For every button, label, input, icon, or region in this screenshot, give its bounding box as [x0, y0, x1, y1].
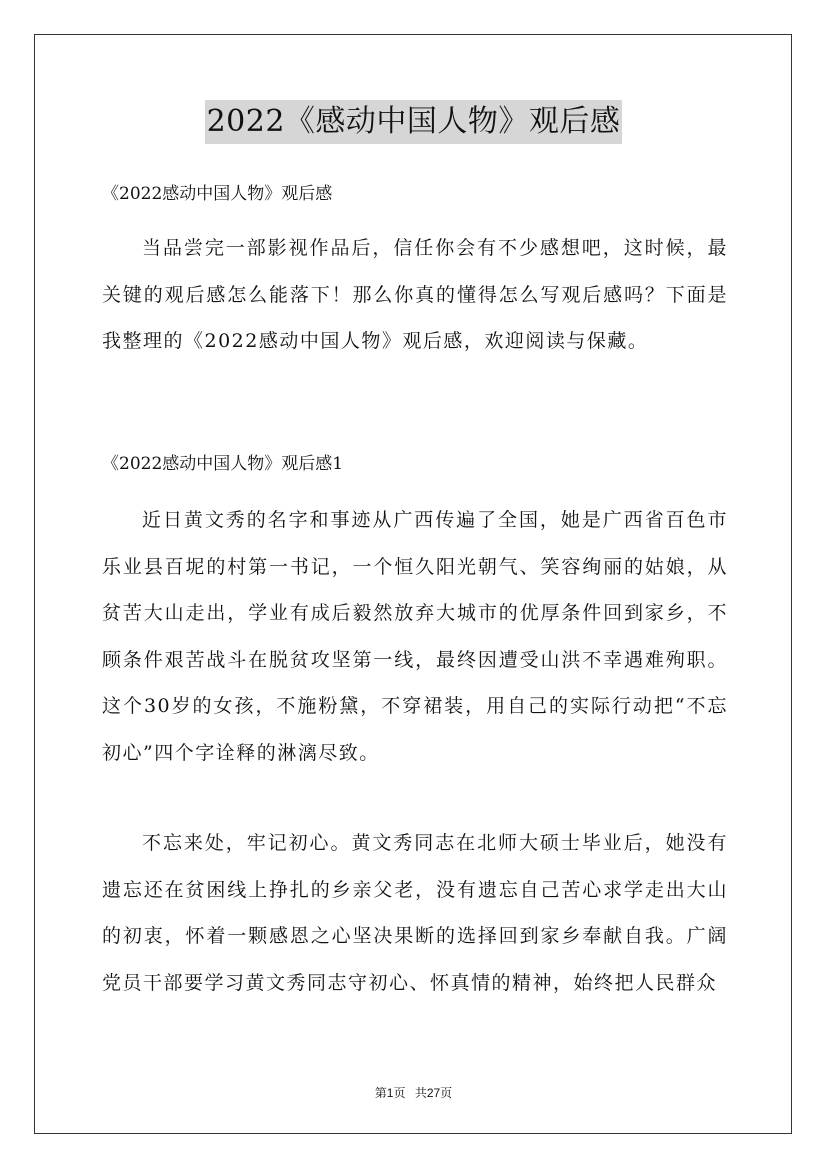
title-container — [0, 100, 827, 144]
page-footer — [0, 1085, 827, 1101]
document-subtitle: 《2022感动中国人物》观后感 — [102, 184, 333, 204]
page-number: 第1页 — [374, 1086, 406, 1100]
intro-paragraph: 当品尝完一部影视作品后，信任你会有不少感想吧，这时候，最关键的观后感怎么能落下！那么你真的懂得怎么写观后感吗？下面是我整理的《2022感动中国人物》观后感，欢迎阅读与保藏。 — [102, 237, 728, 353]
page-total: 共27页 — [414, 1086, 453, 1100]
body-paragraph: 不忘来处，牢记初心。黄文秀同志在北师大硕士毕业后，她没有遗忘还在贫困线上挣扎的乡亲父老，没有遗忘自己苦心求学走出大山的初衷，怀着一颗感恩之心坚决果断的选择回到家乡奉献自我。广阔党员干部要学习黄文秀同志守初心、怀真情的精神，始终把人民群众 — [102, 832, 728, 994]
section-heading: 《2022感动中国人物》观后感1 — [102, 454, 344, 474]
body-paragraph: 近日黄文秀的名字和事迹从广西传遍了全国，她是广西省百色市乐业县百坭的村第一书记，一个恒久阳光朝气、笑容绚丽的姑娘，从贫苦大山走出，学业有成后毅然放弃大城市的优厚条件回到家乡，不顾条件艰苦战斗在脱贫攻坚第一线，最终因遭受山洪不幸遇难殉职。这个30岁的女孩，不施粉黛，不穿裙装，用自己的实际行动把“不忘初心”四个字诠释的淋漓尽致。 — [102, 509, 728, 764]
document-title: 2022《感动中国人物》观后感 — [205, 100, 623, 144]
